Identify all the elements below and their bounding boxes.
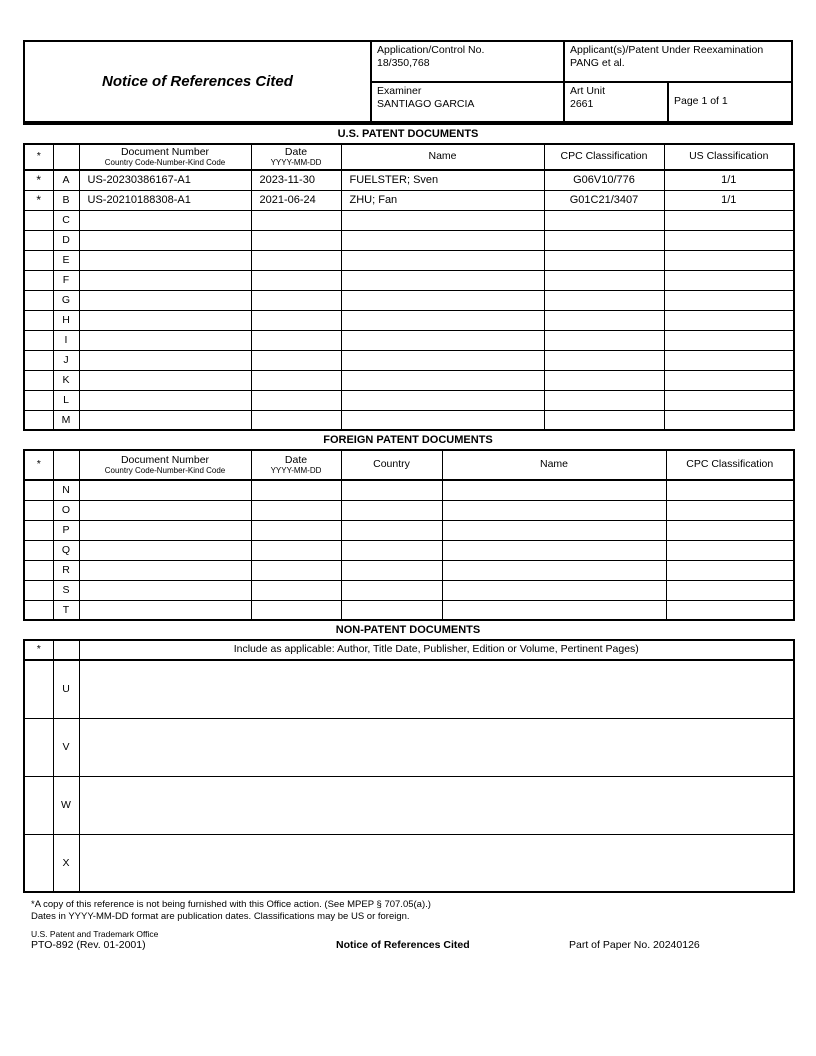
- us-row-e: [24, 250, 794, 270]
- applicant-label: Applicant(s)/Patent Under Reexamination: [570, 44, 764, 56]
- cpc-cell: [544, 410, 664, 430]
- star-cell: [24, 370, 53, 390]
- footnote-line-2: Dates in YYYY-MM-DD format are publication dates. Classifications may be US or foreign.: [31, 910, 410, 922]
- us-class-cell: [664, 250, 794, 270]
- us-row-h: [24, 310, 794, 330]
- npl-row-v: [24, 718, 794, 776]
- letter-cell: K: [53, 370, 79, 390]
- document-number-cell: [79, 370, 251, 390]
- foreign-row-p: [24, 520, 794, 540]
- star-cell: [24, 834, 53, 892]
- npl-col-letter: [53, 640, 79, 660]
- us-col-letter: [53, 144, 79, 170]
- star-cell: [24, 250, 53, 270]
- document-number-cell: [79, 480, 251, 500]
- star-cell: [24, 560, 53, 580]
- date-cell: [251, 600, 341, 620]
- npl-col-description: Include as applicable: Author, Title Date, Publisher, Edition or Volume, Pertinent Pages): [79, 640, 794, 660]
- npl-text-cell: [79, 660, 794, 718]
- application-number-label: Application/Control No.: [377, 44, 485, 56]
- date-cell: [251, 210, 341, 230]
- document-number-cell: [79, 310, 251, 330]
- name-cell: [442, 520, 666, 540]
- date-cell: 2021-06-24: [251, 190, 341, 210]
- foreign-col-name: Name: [442, 450, 666, 480]
- footer-title: Notice of References Cited: [336, 939, 470, 951]
- cpc-cell: [544, 370, 664, 390]
- npl-row-w: [24, 776, 794, 834]
- star-cell: [24, 580, 53, 600]
- cpc-cell: [544, 290, 664, 310]
- us-class-cell: [664, 310, 794, 330]
- date-cell: [251, 230, 341, 250]
- country-cell: [341, 540, 442, 560]
- form-footer: [23, 929, 793, 961]
- examiner-label: Examiner: [377, 85, 422, 97]
- footnotes: [23, 899, 793, 922]
- us-class-cell: [664, 230, 794, 250]
- foreign-row-t: [24, 600, 794, 620]
- document-number-cell: [79, 350, 251, 370]
- star-cell: [24, 600, 53, 620]
- star-cell: [24, 480, 53, 500]
- name-cell: [341, 350, 544, 370]
- examiner-value: SANTIAGO GARCIA: [377, 98, 475, 111]
- foreign-row-s: [24, 580, 794, 600]
- star-cell: [24, 270, 53, 290]
- cpc-cell: [666, 520, 794, 540]
- date-cell: [251, 580, 341, 600]
- us-col-document-number: Document Number Country Code-Number-Kind Code: [79, 144, 251, 170]
- name-cell: [341, 230, 544, 250]
- cpc-cell: [544, 390, 664, 410]
- letter-cell: F: [53, 270, 79, 290]
- us-table-header-row: [24, 144, 794, 170]
- letter-cell: L: [53, 390, 79, 410]
- us-col-star: *: [24, 144, 53, 170]
- foreign-row-o: [24, 500, 794, 520]
- cpc-cell: [666, 580, 794, 600]
- us-row-j: [24, 350, 794, 370]
- npl-table-header-row: [24, 640, 794, 660]
- date-cell: [251, 520, 341, 540]
- npl-row-u: [24, 660, 794, 718]
- star-cell: *: [24, 170, 53, 190]
- name-cell: [442, 600, 666, 620]
- cpc-cell: [544, 250, 664, 270]
- country-cell: [341, 500, 442, 520]
- date-cell: [251, 350, 341, 370]
- us-class-cell: [664, 210, 794, 230]
- letter-cell: B: [53, 190, 79, 210]
- cpc-cell: [544, 310, 664, 330]
- us-row-i: [24, 330, 794, 350]
- name-cell: [341, 310, 544, 330]
- form-number: PTO-892 (Rev. 01-2001): [31, 939, 146, 951]
- letter-cell: A: [53, 170, 79, 190]
- us-patent-documents-table: [23, 143, 795, 431]
- document-number-cell: US-20210188308-A1: [79, 190, 251, 210]
- document-number-cell: [79, 230, 251, 250]
- art-unit-label: Art Unit: [570, 85, 606, 97]
- application-number-value: 18/350,768: [377, 57, 430, 70]
- document-number-cell: [79, 270, 251, 290]
- us-row-m: [24, 410, 794, 430]
- name-cell: [341, 390, 544, 410]
- us-col-name: Name: [341, 144, 544, 170]
- us-row-l: [24, 390, 794, 410]
- cpc-cell: [666, 500, 794, 520]
- cpc-cell: G06V10/776: [544, 170, 664, 190]
- letter-cell: H: [53, 310, 79, 330]
- date-cell: [251, 390, 341, 410]
- us-class-cell: [664, 410, 794, 430]
- star-cell: [24, 230, 53, 250]
- name-cell: [442, 580, 666, 600]
- foreign-col-letter: [53, 450, 79, 480]
- star-cell: [24, 390, 53, 410]
- star-cell: [24, 310, 53, 330]
- letter-cell: C: [53, 210, 79, 230]
- name-cell: [341, 290, 544, 310]
- star-cell: *: [24, 190, 53, 210]
- cpc-cell: [544, 350, 664, 370]
- us-class-cell: 1/1: [664, 190, 794, 210]
- npl-text-cell: [79, 718, 794, 776]
- foreign-col-star: *: [24, 450, 53, 480]
- name-cell: [341, 410, 544, 430]
- letter-cell: I: [53, 330, 79, 350]
- cpc-cell: G01C21/3407: [544, 190, 664, 210]
- document-number-cell: [79, 580, 251, 600]
- date-cell: [251, 330, 341, 350]
- star-cell: [24, 210, 53, 230]
- letter-cell: X: [53, 834, 79, 892]
- letter-cell: D: [53, 230, 79, 250]
- document-number-cell: [79, 210, 251, 230]
- examiner-cell: [372, 83, 565, 121]
- us-col-cpc: CPC Classification: [544, 144, 664, 170]
- date-cell: [251, 370, 341, 390]
- date-cell: [251, 270, 341, 290]
- name-cell: [442, 540, 666, 560]
- country-cell: [341, 580, 442, 600]
- name-cell: [341, 250, 544, 270]
- document-number-cell: US-20230386167-A1: [79, 170, 251, 190]
- us-class-cell: 1/1: [664, 170, 794, 190]
- star-cell: [24, 540, 53, 560]
- country-cell: [341, 560, 442, 580]
- uspto-office-line: U.S. Patent and Trademark Office: [31, 929, 159, 939]
- date-cell: 2023-11-30: [251, 170, 341, 190]
- date-cell: [251, 540, 341, 560]
- letter-cell: N: [53, 480, 79, 500]
- star-cell: [24, 776, 53, 834]
- foreign-col-country: Country: [341, 450, 442, 480]
- star-cell: [24, 500, 53, 520]
- document-number-cell: [79, 540, 251, 560]
- cpc-cell: [544, 270, 664, 290]
- name-cell: [341, 270, 544, 290]
- date-cell: [251, 560, 341, 580]
- letter-cell: G: [53, 290, 79, 310]
- art-unit-value: 2661: [570, 98, 594, 111]
- paper-number: Part of Paper No. 20240126: [569, 939, 700, 951]
- name-cell: [442, 500, 666, 520]
- us-class-cell: [664, 270, 794, 290]
- npl-text-cell: [79, 834, 794, 892]
- document-number-cell: [79, 520, 251, 540]
- us-row-a: [24, 170, 794, 190]
- npl-row-x: [24, 834, 794, 892]
- form-header: [23, 40, 793, 125]
- name-cell: [341, 370, 544, 390]
- letter-cell: V: [53, 718, 79, 776]
- us-row-b: [24, 190, 794, 210]
- name-cell: [341, 330, 544, 350]
- document-number-cell: [79, 250, 251, 270]
- cpc-cell: [666, 540, 794, 560]
- letter-cell: J: [53, 350, 79, 370]
- cpc-cell: [666, 560, 794, 580]
- us-row-c: [24, 210, 794, 230]
- letter-cell: S: [53, 580, 79, 600]
- us-col-us-class: US Classification: [664, 144, 794, 170]
- foreign-row-n: [24, 480, 794, 500]
- name-cell: [442, 560, 666, 580]
- non-patent-documents-title: NON-PATENT DOCUMENTS: [335, 624, 481, 636]
- us-class-cell: [664, 370, 794, 390]
- document-number-cell: [79, 410, 251, 430]
- letter-cell: P: [53, 520, 79, 540]
- letter-cell: Q: [53, 540, 79, 560]
- cpc-cell: [544, 210, 664, 230]
- form-header-fields: [372, 42, 791, 121]
- star-cell: [24, 350, 53, 370]
- date-cell: [251, 410, 341, 430]
- country-cell: [341, 480, 442, 500]
- letter-cell: R: [53, 560, 79, 580]
- cpc-cell: [666, 480, 794, 500]
- name-cell: FUELSTER; Sven: [341, 170, 544, 190]
- foreign-table-header-row: [24, 450, 794, 480]
- non-patent-documents-table: [23, 639, 795, 893]
- us-class-cell: [664, 350, 794, 370]
- star-cell: [24, 290, 53, 310]
- letter-cell: W: [53, 776, 79, 834]
- us-patent-documents-title: U.S. PATENT DOCUMENTS: [337, 128, 479, 140]
- star-cell: [24, 410, 53, 430]
- foreign-patent-documents-table: [23, 449, 795, 621]
- us-class-cell: [664, 390, 794, 410]
- foreign-col-date: Date YYYY-MM-DD: [251, 450, 341, 480]
- country-cell: [341, 520, 442, 540]
- date-cell: [251, 310, 341, 330]
- letter-cell: M: [53, 410, 79, 430]
- footer-row: [31, 939, 793, 953]
- letter-cell: O: [53, 500, 79, 520]
- foreign-patent-documents-title: FOREIGN PATENT DOCUMENTS: [323, 434, 493, 446]
- page-number: Page 1 of 1: [674, 95, 728, 108]
- applicant-cell: [565, 42, 791, 81]
- letter-cell: E: [53, 250, 79, 270]
- star-cell: [24, 520, 53, 540]
- country-cell: [341, 600, 442, 620]
- foreign-col-document-number: Document Number Country Code-Number-Kind Code: [79, 450, 251, 480]
- document-number-cell: [79, 390, 251, 410]
- document-number-cell: [79, 500, 251, 520]
- us-col-date: Date YYYY-MM-DD: [251, 144, 341, 170]
- name-cell: [341, 210, 544, 230]
- header-row-2: [372, 83, 791, 121]
- foreign-row-r: [24, 560, 794, 580]
- us-class-cell: [664, 290, 794, 310]
- footnote-line-1: *A copy of this reference is not being furnished with this Office action. (See MPEP § 707.05(a).): [31, 899, 431, 910]
- star-cell: [24, 660, 53, 718]
- us-row-g: [24, 290, 794, 310]
- date-cell: [251, 290, 341, 310]
- npl-text-cell: [79, 776, 794, 834]
- page-number-cell: [669, 83, 791, 121]
- name-cell: ZHU; Fan: [341, 190, 544, 210]
- header-row-1: [372, 42, 791, 83]
- form-title: Notice of References Cited: [102, 73, 293, 90]
- cpc-cell: [666, 600, 794, 620]
- cpc-cell: [544, 330, 664, 350]
- cpc-cell: [544, 230, 664, 250]
- us-class-cell: [664, 330, 794, 350]
- document-number-cell: [79, 600, 251, 620]
- foreign-row-q: [24, 540, 794, 560]
- us-row-f: [24, 270, 794, 290]
- letter-cell: T: [53, 600, 79, 620]
- document-number-cell: [79, 290, 251, 310]
- star-cell: [24, 718, 53, 776]
- application-number-cell: [372, 42, 565, 81]
- date-cell: [251, 480, 341, 500]
- applicant-value: PANG et al.: [570, 57, 625, 70]
- foreign-col-cpc: CPC Classification: [666, 450, 794, 480]
- star-cell: [24, 330, 53, 350]
- date-cell: [251, 500, 341, 520]
- art-unit-cell: [565, 83, 669, 121]
- document-number-cell: [79, 330, 251, 350]
- us-row-d: [24, 230, 794, 250]
- letter-cell: U: [53, 660, 79, 718]
- npl-col-star: *: [24, 640, 53, 660]
- date-cell: [251, 250, 341, 270]
- form-title-cell: [25, 42, 372, 121]
- document-number-cell: [79, 560, 251, 580]
- us-row-k: [24, 370, 794, 390]
- name-cell: [442, 480, 666, 500]
